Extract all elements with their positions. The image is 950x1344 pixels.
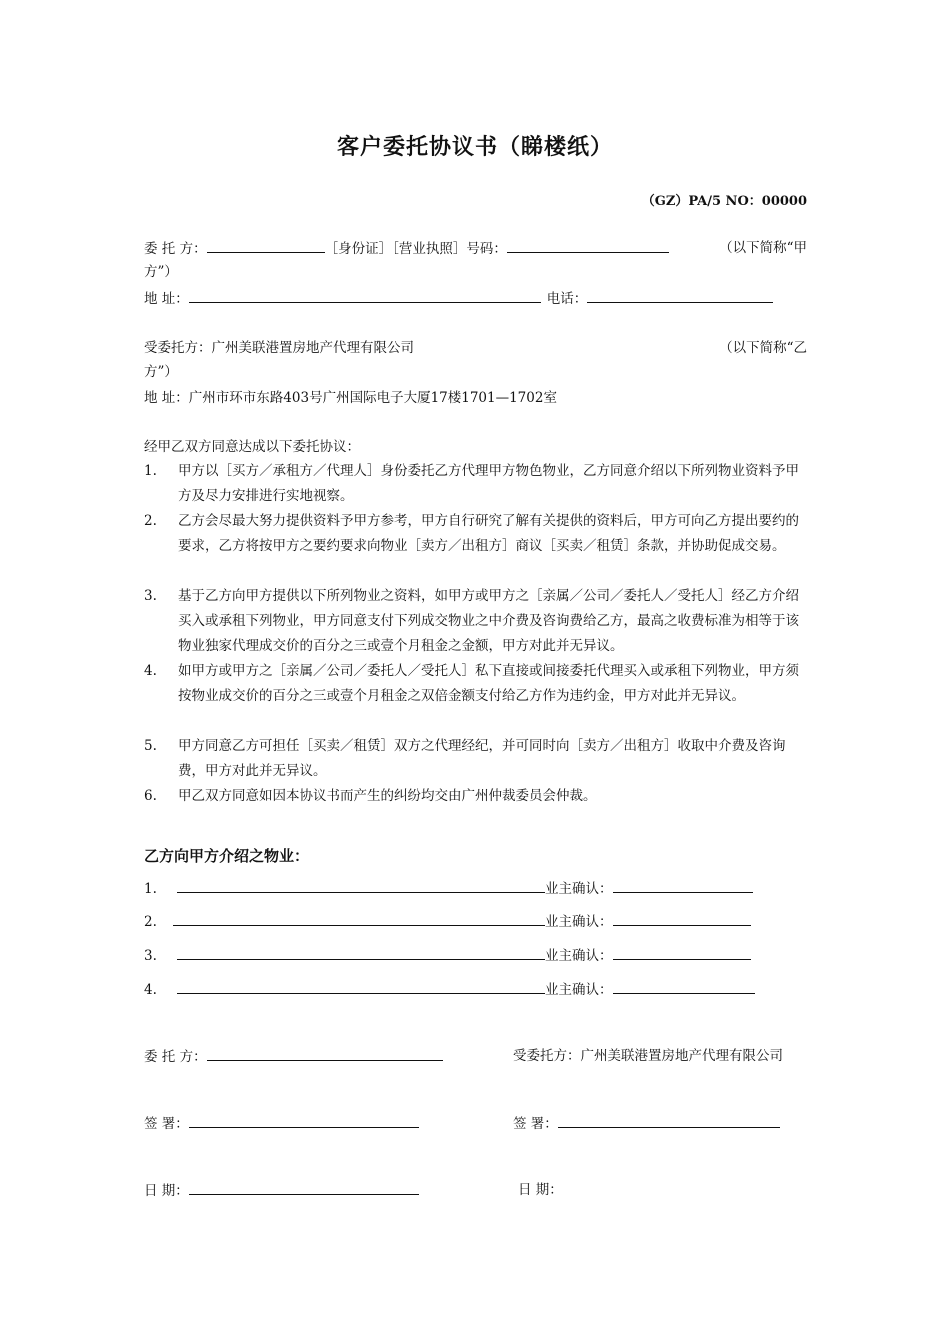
property-number: 4. [144, 982, 157, 998]
date-label-a: 日 期： [144, 1183, 189, 1199]
party-b-alias-2: 方”） [144, 364, 178, 380]
clause-text: 甲方以［买方／承租方／代理人］身份委托乙方代理甲方物色物业，乙方同意介绍以下所列物业资料予甲方及尽力安排进行实地视察。 [178, 463, 799, 504]
party-a-address-label: 地 址： [144, 291, 189, 307]
property-number: 3. [144, 948, 157, 964]
property-blank[interactable] [177, 878, 545, 893]
party-b-name: 广州美联港置房地产代理有限公司 [211, 340, 414, 356]
owner-confirm-label: 业主确认： [545, 881, 613, 897]
signature-party-a [144, 1046, 443, 1067]
signature-party-b-label: 受委托方： [513, 1048, 581, 1064]
party-a-phone-blank[interactable] [587, 288, 773, 303]
clause-text: 甲方同意乙方可担任［买卖／租赁］双方之代理经纪，并可同时向［卖方／出租方］收取中介费及咨询费，甲方对此并无异议。 [178, 738, 786, 779]
owner-confirm-blank[interactable] [613, 911, 751, 926]
clause-item [144, 659, 806, 709]
party-a-label: 委 托 方： [144, 241, 207, 257]
property-row [144, 911, 751, 932]
signature-party-b-name: 广州美联港置房地产代理有限公司 [580, 1048, 783, 1064]
owner-confirm-label: 业主确认： [545, 982, 613, 998]
party-a-phone-label: 电话： [546, 291, 588, 307]
property-number: 2. [144, 914, 157, 930]
sign-blank-b[interactable] [558, 1113, 780, 1128]
owner-confirm-blank[interactable] [613, 979, 755, 994]
party-a-alias-2: 方”） [144, 264, 178, 280]
property-row [144, 979, 755, 1000]
signature-party-a-label: 委 托 方： [144, 1049, 207, 1065]
party-b-address: 广州市环市东路403号广州国际电子大厦17楼1701—1702室 [188, 390, 557, 406]
property-blank[interactable] [177, 945, 545, 960]
clause-number: 2. [144, 513, 157, 529]
sign-label-b: 签 署： [513, 1116, 558, 1132]
signature-party-b [513, 1046, 783, 1066]
date-line-a [144, 1180, 419, 1201]
owner-confirm-blank[interactable] [613, 878, 753, 893]
party-a-id-blank[interactable] [507, 238, 669, 253]
owner-confirm-label: 业主确认： [545, 948, 613, 964]
clause-item [144, 784, 806, 809]
property-heading: 乙方向甲方介绍之物业： [144, 847, 310, 865]
property-blank[interactable] [177, 979, 545, 994]
party-b-line [144, 338, 414, 358]
property-blank[interactable] [173, 911, 545, 926]
date-blank-a[interactable] [189, 1180, 419, 1195]
sign-line-a [144, 1113, 419, 1134]
party-a-name-blank[interactable] [207, 238, 325, 253]
party-a-address-blank[interactable] [189, 288, 541, 303]
document-number: （GZ）PA/5 NO：00000 [641, 194, 807, 209]
clause-item [144, 584, 806, 659]
date-line-b [518, 1180, 563, 1200]
party-a-id-label: ［身份证］［营业执照］号码： [324, 241, 507, 257]
clause-text: 乙方会尽最大努力提供资料予甲方参考，甲方自行研究了解有关提供的资料后，甲方可向乙方提出要约的要求，乙方将按甲方之要约要求向物业［卖方／出租方］商议［买卖／租赁］条款，并协助促成交易。 [178, 513, 799, 554]
party-b-address-label: 地 址： [144, 390, 189, 406]
owner-confirm-label: 业主确认： [545, 914, 613, 930]
party-a-line [144, 238, 669, 259]
party-b-label: 受委托方： [144, 340, 212, 356]
owner-confirm-blank[interactable] [613, 945, 751, 960]
property-number: 1. [144, 881, 157, 897]
document-title: 客户委托协议书（睇楼纸） [336, 134, 613, 160]
sign-blank-a[interactable] [189, 1113, 419, 1128]
clause-item [144, 509, 806, 559]
sign-label-a: 签 署： [144, 1116, 189, 1132]
party-a-alias-1: （以下简称“甲 [719, 240, 807, 256]
party-b-alias-1: （以下简称“乙 [719, 340, 807, 356]
property-row [144, 878, 753, 899]
property-row [144, 945, 751, 966]
clause-number: 3. [144, 588, 157, 604]
signature-party-a-blank[interactable] [207, 1046, 443, 1061]
clause-number: 4. [144, 663, 157, 679]
party-a-address-line [144, 288, 773, 309]
date-label-b: 日 期： [518, 1182, 563, 1198]
clause-number: 6. [144, 788, 157, 804]
clause-text: 如甲方或甲方之［亲属／公司／委托人／受托人］私下直接或间接委托代理买入或承租下列物业，甲方须按物业成交价的百分之三或壹个月租金之双倍金额支付给乙方作为违约金，甲方对此并无异议。 [178, 663, 799, 704]
clause-item [144, 734, 806, 784]
clause-text: 基于乙方向甲方提供以下所列物业之资料，如甲方或甲方之［亲属／公司／委托人／受托人］经乙方介绍买入或承租下列物业，甲方同意支付下列成交物业之中介费及咨询费给乙方，最高之收费标准为相等于该物业独家代理成交价的百分之三或壹个月租金之金额，甲方对此并无异议。 [178, 588, 799, 654]
clause-number: 1. [144, 463, 157, 479]
clause-item [144, 459, 806, 509]
sign-line-b [513, 1113, 780, 1134]
clause-text: 甲乙双方同意如因本协议书而产生的纠纷均交由广州仲裁委员会仲裁。 [178, 788, 597, 804]
party-b-address-line [144, 388, 557, 408]
agreement-intro: 经甲乙双方同意达成以下委托协议： [144, 439, 360, 455]
clause-number: 5. [144, 738, 157, 754]
